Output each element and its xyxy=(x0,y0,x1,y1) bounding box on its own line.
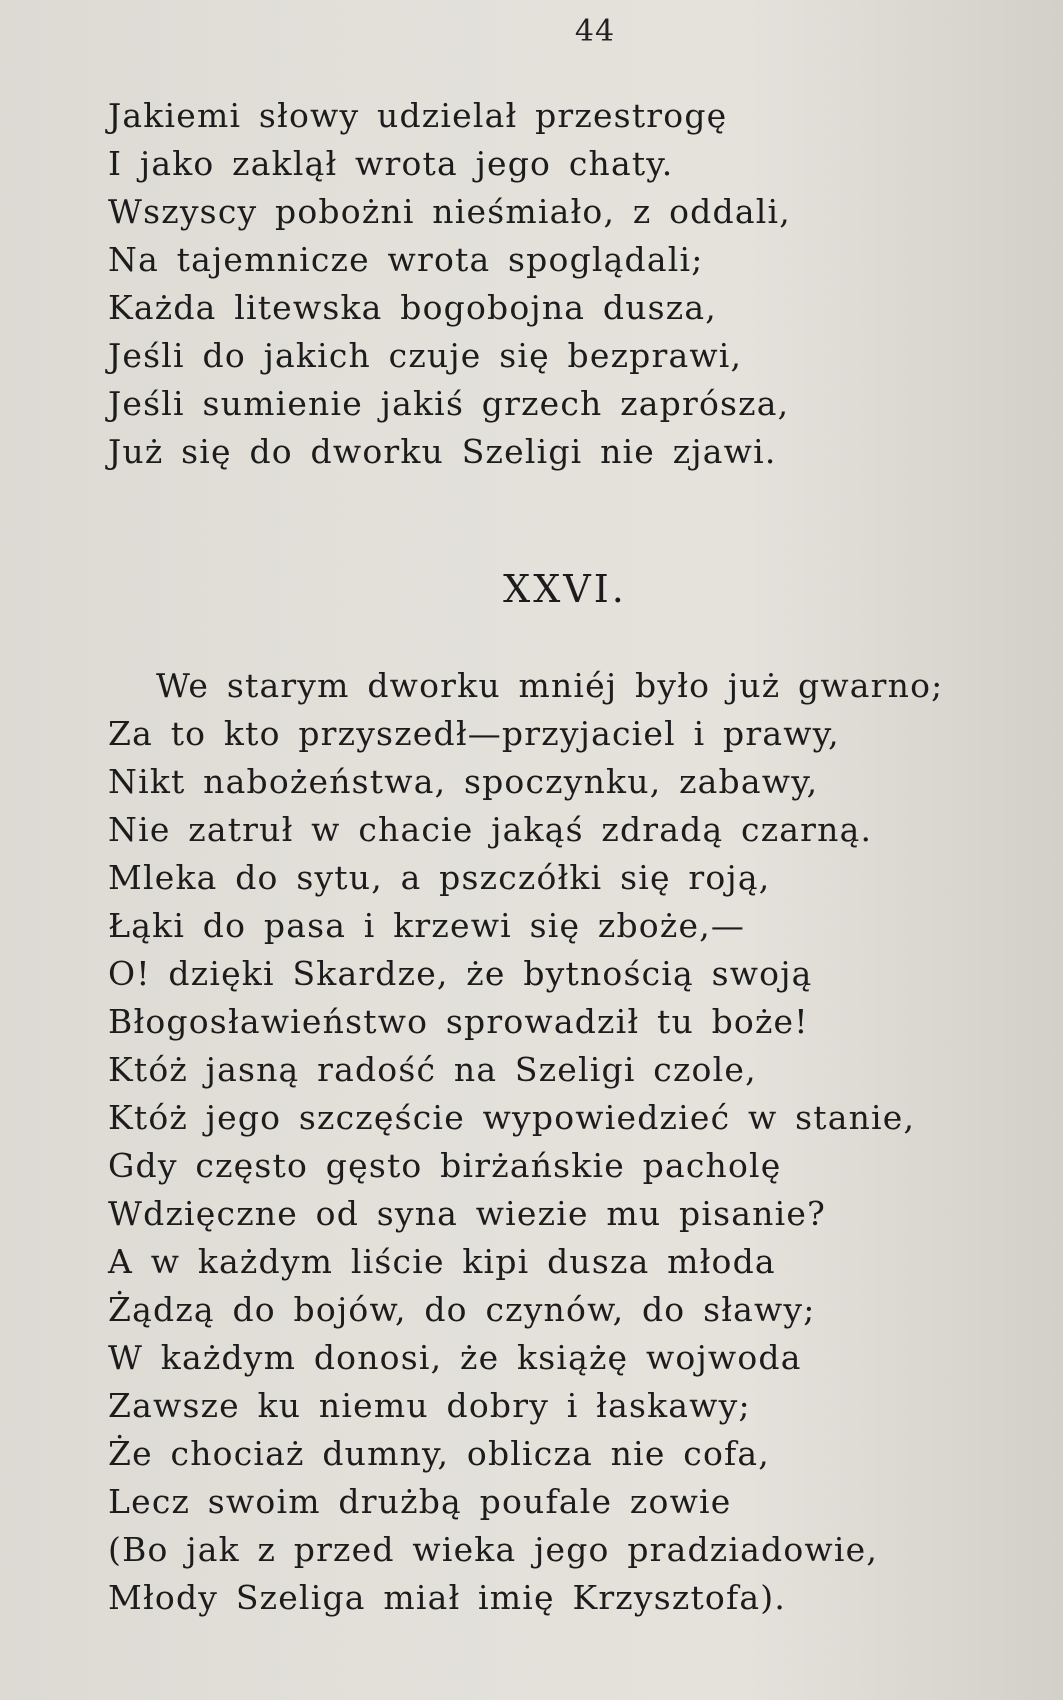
verse-line: (Bo jak z przed wieka jego pradziadowie, xyxy=(108,1530,879,1569)
verse-line: Każda litewska bogobojna dusza, xyxy=(108,288,717,327)
verse-line: Nikt nabożeństwa, spoczynku, zabawy, xyxy=(108,762,819,801)
verse-line: I jako zaklął wrota jego chaty. xyxy=(108,144,674,183)
verse-line: Któż jego szczęście wypowiedzieć w stanie, xyxy=(108,1098,916,1137)
verse-line: We starym dworku mniéj było już gwarno; xyxy=(156,666,944,705)
stanza-1 xyxy=(108,92,791,476)
verse-line: Już się do dworku Szeligi nie zjawi. xyxy=(108,432,777,471)
verse-line: Jakiemi słowy udzielał przestrogę xyxy=(108,96,728,135)
stanza-2 xyxy=(108,662,943,1622)
verse-line: Wdzięczne od syna wiezie mu pisanie? xyxy=(108,1194,826,1233)
verse-line: O! dzięki Skardze, że bytnością swoją xyxy=(108,954,813,993)
verse-line: Któż jasną radość na Szeligi czole, xyxy=(108,1050,757,1089)
verse-line: Młody Szeliga miał imię Krzysztofa). xyxy=(108,1578,787,1617)
verse-line: Łąki do pasa i krzewi się zboże,— xyxy=(108,906,746,945)
section-heading: XXVI. xyxy=(503,567,627,611)
verse-line: Gdy często gęsto birżańskie pacholę xyxy=(108,1146,782,1185)
verse-line: Lecz swoim drużbą poufale zowie xyxy=(108,1482,732,1521)
verse-line: A w każdym liście kipi dusza młoda xyxy=(108,1242,776,1281)
verse-line: Błogosławieństwo sprowadził tu boże! xyxy=(108,1002,809,1041)
verse-line: Nie zatruł w chacie jakąś zdradą czarną. xyxy=(108,810,873,849)
verse-line: Jeśli sumienie jakiś grzech zaprósza, xyxy=(108,384,790,423)
verse-line: Na tajemnicze wrota spoglądali; xyxy=(108,240,704,279)
verse-line: Żądzą do bojów, do czynów, do sławy; xyxy=(108,1290,816,1329)
verse-line: Za to kto przyszedł—przyjaciel i prawy, xyxy=(108,714,840,753)
verse-line: Wszyscy pobożni nieśmiało, z oddali, xyxy=(108,192,791,231)
verse-line: W każdym donosi, że książę wojwoda xyxy=(108,1338,802,1377)
verse-line: Mleka do sytu, a pszczółki się roją, xyxy=(108,858,771,897)
verse-line: Zawsze ku niemu dobry i łaskawy; xyxy=(108,1386,751,1425)
verse-line: Jeśli do jakich czuje się bezprawi, xyxy=(108,336,743,375)
page-number: 44 xyxy=(574,14,616,49)
verse-line: Że chociaż dumny, oblicza nie cofa, xyxy=(108,1434,770,1473)
